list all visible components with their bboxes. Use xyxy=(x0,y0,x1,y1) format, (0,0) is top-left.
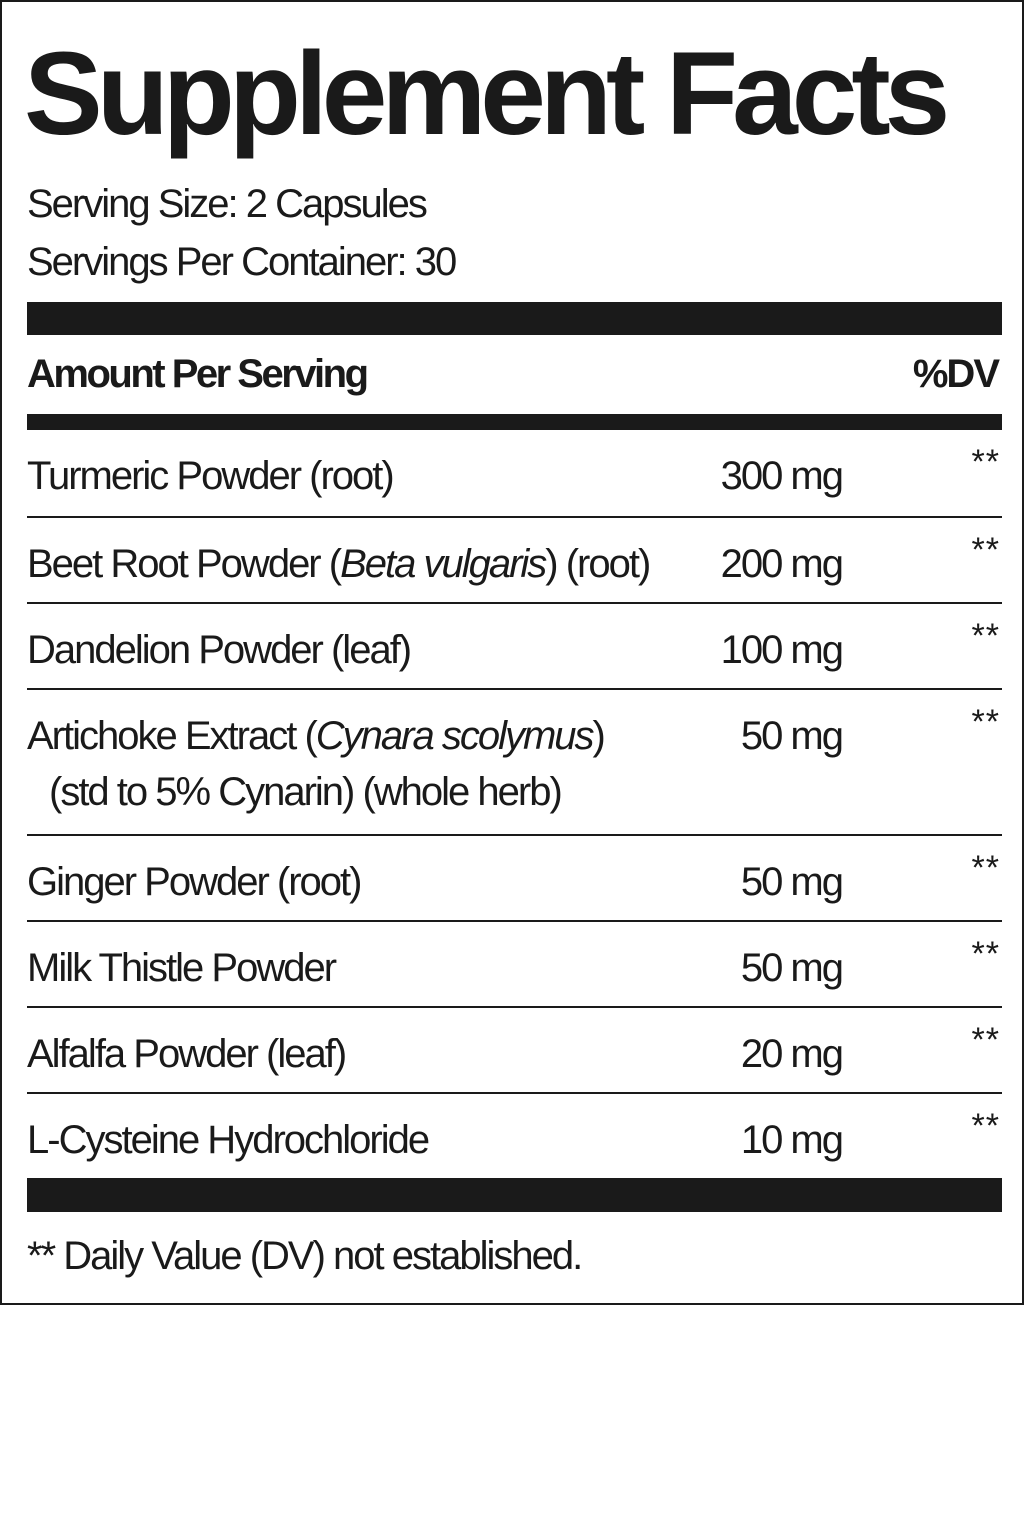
ingredient-amount: 50 mg xyxy=(740,860,842,904)
thick-divider-top xyxy=(27,302,1002,335)
ingredient-name: Dandelion Powder (leaf) xyxy=(27,628,411,672)
ingredient-name: Beet Root Powder (Beta vulgaris) (root) xyxy=(27,542,650,586)
ingredient-name: Artichoke Extract (Cynara scolymus) (std to 5% Cynarin) (whole herb) xyxy=(27,714,604,814)
ingredient-row xyxy=(27,690,1002,836)
ingredient-row xyxy=(27,518,1002,604)
ingredient-dv: ** xyxy=(971,935,1000,973)
ingredient-amount: 50 mg xyxy=(740,946,842,990)
ingredient-dv: ** xyxy=(971,1107,1000,1145)
divider-header xyxy=(27,414,1002,430)
ingredient-dv: ** xyxy=(971,849,1000,887)
panel-title: Supplement Facts xyxy=(24,28,945,160)
ingredient-name: Alfalfa Powder (leaf) xyxy=(27,1032,346,1076)
ingredient-dv: ** xyxy=(971,617,1000,655)
ingredient-row xyxy=(27,836,1002,922)
ingredient-name: Ginger Powder (root) xyxy=(27,860,361,904)
ingredient-dv: ** xyxy=(971,703,1000,741)
ingredient-amount: 300 mg xyxy=(720,454,842,498)
ingredient-amount: 100 mg xyxy=(720,628,842,672)
ingredient-row xyxy=(27,604,1002,690)
ingredient-name: Milk Thistle Powder xyxy=(27,946,336,990)
thick-divider-bottom xyxy=(27,1178,1002,1212)
ingredient-amount: 10 mg xyxy=(740,1118,842,1162)
servings-per-container: Servings Per Container: 30 xyxy=(27,240,456,284)
amount-per-serving-header: Amount Per Serving xyxy=(27,352,367,396)
ingredient-amount: 20 mg xyxy=(740,1032,842,1076)
ingredient-row xyxy=(27,922,1002,1008)
serving-size: Serving Size: 2 Capsules xyxy=(27,182,426,226)
ingredient-row xyxy=(27,1094,1002,1178)
ingredient-row xyxy=(27,1008,1002,1094)
ingredient-amount: 50 mg xyxy=(740,714,842,758)
ingredient-dv: ** xyxy=(971,531,1000,569)
ingredient-amount: 200 mg xyxy=(720,542,842,586)
ingredient-name: L-Cysteine Hydrochloride xyxy=(27,1118,429,1162)
dv-header: %DV xyxy=(912,352,998,396)
ingredient-name: Turmeric Powder (root) xyxy=(27,454,393,498)
ingredient-row xyxy=(27,430,1002,518)
dv-footnote: ** Daily Value (DV) not established. xyxy=(27,1234,582,1278)
ingredient-dv: ** xyxy=(971,443,1000,481)
ingredient-dv: ** xyxy=(971,1021,1000,1059)
